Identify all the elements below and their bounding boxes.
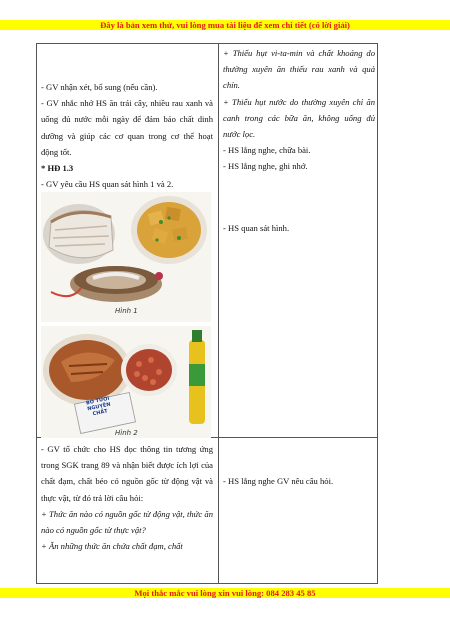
teacher-comment: - GV nhận xét, bổ sung (nếu cần). <box>41 82 158 92</box>
activity-heading: * HĐ 1.3 <box>41 163 74 174</box>
column-divider <box>218 44 219 583</box>
packet-label: BƠ TƯƠI NGUYÊN CHẤT <box>85 395 112 418</box>
student-response-2: - HS lắng nghe, ghi nhớ. <box>223 161 308 172</box>
figure-1-caption: Hình 1 <box>115 307 138 315</box>
figure-2-caption: Hình 2 <box>115 429 138 437</box>
preview-banner: Đây là bản xem thử, vui lòng mua tài liệu để xem chi tiết (có lời giải) <box>0 20 450 30</box>
lesson-table <box>36 43 378 584</box>
left-bottom-text <box>41 441 213 554</box>
teacher-task: - GV tổ chức cho HS đọc thông tin tương ứng trong SGK trang 89 và nhận biết được ích lợi của chất đạm, chất béo có nguồn gốc từ động vật và thực vật, từ đó trả lời câu hỏi: <box>41 444 213 503</box>
student-observe: - HS quan sát hình. <box>223 223 290 233</box>
left-top-text <box>41 79 213 192</box>
student-response-1: - HS lắng nghe, chữa bài. <box>223 145 311 156</box>
figure-1-image <box>41 192 211 322</box>
student-answer-2: + Thiếu hụt nước do thường xuyên chỉ ăn canh trong các bữa ăn, không uống đủ nước lọc. <box>223 96 375 140</box>
activity-instruction: - GV yêu cầu HS quan sát hình 1 và 2. <box>41 179 174 190</box>
contact-banner: Mọi thắc mắc vui lòng xin vui lòng: 084 283 45 85 <box>0 588 450 598</box>
figure-2-image <box>41 326 211 438</box>
student-listen: - HS lắng nghe GV nêu câu hỏi. <box>223 476 334 486</box>
student-answer-1: + Thiếu hụt vi-ta-min và chất khoáng do thường xuyên ăn thiếu rau xanh và quả chín. <box>223 48 375 91</box>
teacher-reminder: - GV nhắc nhở HS ăn trái cây, nhiều rau xanh và uống đủ nước mỗi ngày để đảm bảo chất dinh dưỡng và giúp các cơ quan trong cơ thể hoạt động tốt. <box>41 98 213 157</box>
question-2: + Ăn những thức ăn chứa chất đạm, chất <box>41 541 183 552</box>
right-top-text <box>223 45 375 175</box>
question-1: + Thức ăn nào có nguồn gốc từ động vật, thức ăn nào có nguồn gốc từ thực vật? <box>41 508 213 536</box>
